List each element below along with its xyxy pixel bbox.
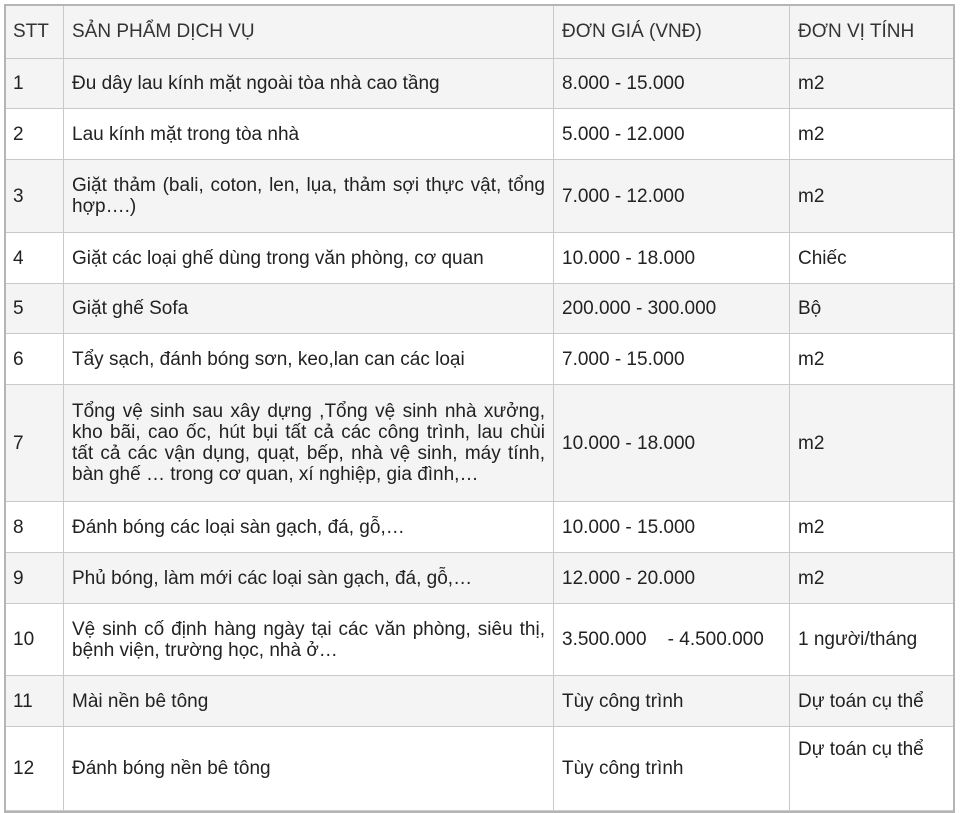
table-row bbox=[5, 676, 954, 727]
row-service: Đu dây lau kính mặt ngoài tòa nhà cao tầng bbox=[64, 59, 554, 109]
header-service: SẢN PHẨM DỊCH VỤ bbox=[64, 5, 554, 59]
row-service: Phủ bóng, làm mới các loại sàn gạch, đá, gỗ,… bbox=[64, 553, 554, 604]
row-service: Đánh bóng các loại sàn gạch, đá, gỗ,… bbox=[64, 502, 554, 553]
row-price: 7.000 - 12.000 bbox=[554, 160, 790, 233]
row-unit: m2 bbox=[790, 385, 954, 502]
table-row bbox=[5, 59, 954, 109]
header-unit: ĐƠN VỊ TÍNH bbox=[790, 5, 954, 59]
table-header-row bbox=[5, 5, 954, 59]
row-price: 3.500.000 - 4.500.000 bbox=[554, 604, 790, 676]
row-price: 10.000 - 15.000 bbox=[554, 502, 790, 553]
row-stt: 5 bbox=[5, 284, 64, 334]
row-stt: 7 bbox=[5, 385, 64, 502]
price-table-container bbox=[4, 4, 953, 811]
row-price: Tùy công trình bbox=[554, 676, 790, 727]
table-row bbox=[5, 604, 954, 676]
table-row bbox=[5, 233, 954, 284]
row-service: Tẩy sạch, đánh bóng sơn, keo,lan can các loại bbox=[64, 334, 554, 385]
row-stt: 9 bbox=[5, 553, 64, 604]
row-unit: Bộ bbox=[790, 284, 954, 334]
row-unit: Dự toán cụ thể bbox=[790, 676, 954, 727]
row-price: 12.000 - 20.000 bbox=[554, 553, 790, 604]
table-row bbox=[5, 109, 954, 160]
row-service: Giặt thảm (bali, coton, len, lụa, thảm sợi thực vật, tổng hợp….) bbox=[64, 160, 554, 233]
row-service: Giặt các loại ghế dùng trong văn phòng, cơ quan bbox=[64, 233, 554, 284]
row-unit: 1 người/tháng bbox=[790, 604, 954, 676]
table-row bbox=[5, 553, 954, 604]
row-price: 200.000 - 300.000 bbox=[554, 284, 790, 334]
row-service: Giặt ghế Sofa bbox=[64, 284, 554, 334]
row-price: 8.000 - 15.000 bbox=[554, 59, 790, 109]
row-service: Tổng vệ sinh sau xây dựng ,Tổng vệ sinh nhà xưởng, kho bãi, cao ốc, hút bụi tất cả các công trình, lau chùi tất cả các vận dụng, quạt, bếp, nhà vệ sinh, máy tính, bàn ghế … trong cơ quan, xí nghiệp, gia đình,… bbox=[64, 385, 554, 502]
table-row bbox=[5, 160, 954, 233]
table-row bbox=[5, 385, 954, 502]
header-stt: STT bbox=[5, 5, 64, 59]
row-stt: 11 bbox=[5, 676, 64, 727]
row-stt: 3 bbox=[5, 160, 64, 233]
row-stt: 4 bbox=[5, 233, 64, 284]
row-price: 5.000 - 12.000 bbox=[554, 109, 790, 160]
row-unit: m2 bbox=[790, 109, 954, 160]
row-service: Mài nền bê tông bbox=[64, 676, 554, 727]
row-stt: 1 bbox=[5, 59, 64, 109]
row-stt: 6 bbox=[5, 334, 64, 385]
row-unit: m2 bbox=[790, 334, 954, 385]
table-row bbox=[5, 502, 954, 553]
table-row bbox=[5, 727, 954, 811]
row-unit: m2 bbox=[790, 59, 954, 109]
row-price: 10.000 - 18.000 bbox=[554, 233, 790, 284]
row-stt: 12 bbox=[5, 727, 64, 811]
table-row bbox=[5, 334, 954, 385]
row-price: Tùy công trình bbox=[554, 727, 790, 811]
row-unit: m2 bbox=[790, 160, 954, 233]
row-stt: 8 bbox=[5, 502, 64, 553]
row-service: Đánh bóng nền bê tông bbox=[64, 727, 554, 811]
header-price: ĐƠN GIÁ (VNĐ) bbox=[554, 5, 790, 59]
row-unit: Chiếc bbox=[790, 233, 954, 284]
row-stt: 10 bbox=[5, 604, 64, 676]
row-price: 10.000 - 18.000 bbox=[554, 385, 790, 502]
row-unit: m2 bbox=[790, 553, 954, 604]
table-row bbox=[5, 284, 954, 334]
row-unit: Dự toán cụ thể bbox=[790, 727, 954, 811]
price-table bbox=[4, 4, 954, 811]
row-service: Lau kính mặt trong tòa nhà bbox=[64, 109, 554, 160]
row-price: 7.000 - 15.000 bbox=[554, 334, 790, 385]
row-unit: m2 bbox=[790, 502, 954, 553]
row-service: Vệ sinh cố định hàng ngày tại các văn phòng, siêu thị, bệnh viện, trường học, nhà ở… bbox=[64, 604, 554, 676]
row-stt: 2 bbox=[5, 109, 64, 160]
